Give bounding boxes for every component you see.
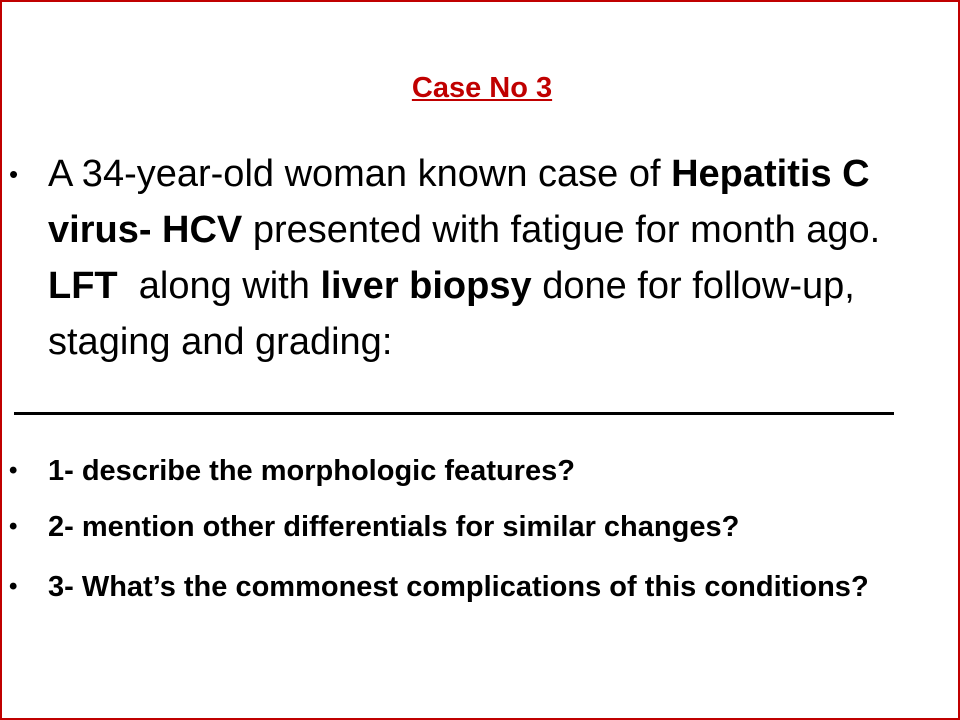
question-text: 1- describe the morphologic features?	[48, 455, 575, 487]
divider-line	[14, 412, 894, 415]
slide-title: Case No 3	[411, 72, 553, 104]
question-item	[9, 566, 948, 608]
question-item	[9, 510, 948, 544]
case-text-3: along with	[117, 265, 321, 307]
question-text: 3- What’s the commonest complications of this conditions?	[48, 571, 869, 603]
bullet-icon: •	[9, 159, 19, 189]
case-bold-hcv: Hepatitis C virus- HCV	[48, 153, 870, 251]
question-text: 2- mention other differentials for similar changes?	[48, 511, 740, 543]
case-bold-biopsy: liver biopsy	[320, 265, 532, 307]
case-text-2: presented with fatigue for month ago.	[242, 209, 881, 251]
question-item	[9, 454, 948, 488]
bullet-icon: •	[9, 457, 18, 484]
case-bold-lft: LFT	[48, 265, 118, 307]
case-text-4: done for follow-up, staging and grading:	[48, 265, 855, 363]
bullet-icon: •	[9, 513, 18, 540]
question-list	[9, 454, 948, 630]
bullet-icon: •	[9, 573, 18, 600]
case-text-1: A 34-year-old woman known case of	[48, 153, 672, 195]
case-description	[9, 146, 948, 370]
